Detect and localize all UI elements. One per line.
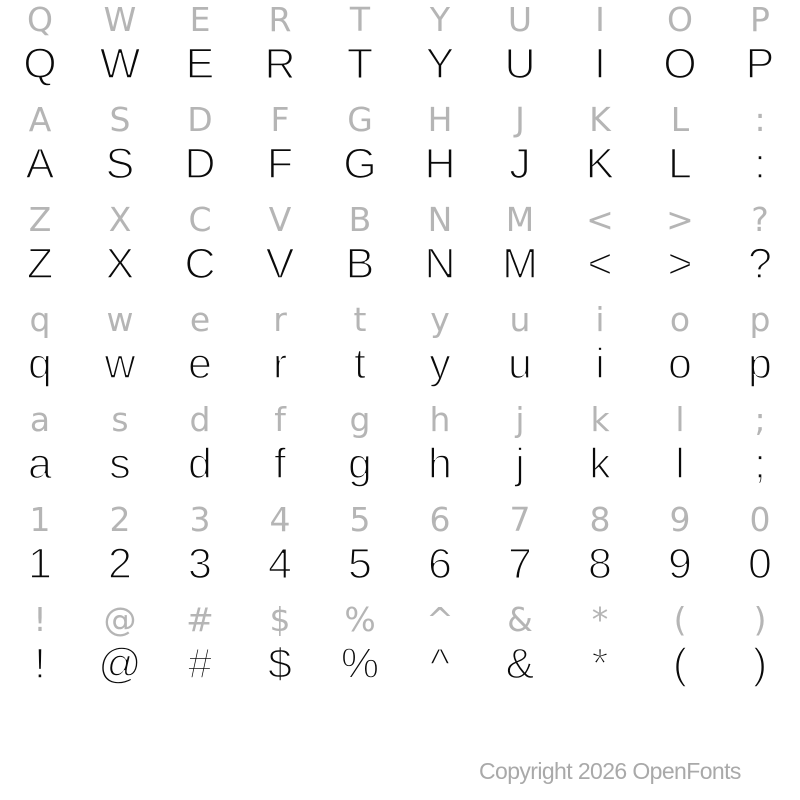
glyph-cell: 2 <box>109 499 131 539</box>
glyph-row-pair <box>0 600 800 700</box>
glyph-cell: Y <box>425 39 455 88</box>
glyph-cell: p <box>748 339 772 388</box>
glyph-cell: M <box>502 239 538 288</box>
glyph-cell: T <box>349 0 371 39</box>
glyph-cell: 5 <box>349 499 371 539</box>
glyph-row-pair <box>0 200 800 300</box>
glyph-cell: D <box>187 99 213 139</box>
glyph-cell: % <box>340 639 380 688</box>
glyph-cell: ! <box>33 599 47 639</box>
glyph-row-black <box>0 538 800 600</box>
glyph-cell: < <box>586 199 614 239</box>
glyph-cell: 3 <box>189 499 211 539</box>
glyph-cell: h <box>429 399 451 439</box>
glyph-cell: g <box>348 439 372 488</box>
glyph-cell: t <box>353 299 367 339</box>
glyph-cell: ) <box>753 599 767 639</box>
glyph-row-black <box>0 438 800 500</box>
glyph-cell: # <box>188 639 212 688</box>
glyph-cell: j <box>515 399 525 439</box>
glyph-cell: s <box>111 399 129 439</box>
glyph-cell: S <box>109 99 131 139</box>
glyph-cell: 0 <box>749 499 771 539</box>
glyph-cell: j <box>515 439 525 488</box>
glyph-cell: F <box>266 139 294 188</box>
glyph-cell: : <box>754 99 766 139</box>
glyph-cell: f <box>274 439 286 488</box>
glyph-cell: a <box>29 399 51 439</box>
glyph-row-black <box>0 138 800 200</box>
glyph-cell: # <box>186 599 214 639</box>
glyph-cell: Z <box>28 199 52 239</box>
glyph-row-pair <box>0 300 800 400</box>
glyph-cell: u <box>508 339 532 388</box>
glyph-cell: @ <box>98 639 142 688</box>
glyph-cell: 9 <box>668 539 692 588</box>
glyph-row-gray <box>0 300 800 338</box>
glyph-cell: W <box>103 0 137 39</box>
glyph-cell: 6 <box>428 539 452 588</box>
copyright-text: Copyright 2026 OpenFonts <box>479 758 741 784</box>
glyph-cell: 0 <box>748 539 772 588</box>
glyph-cell: o <box>669 299 691 339</box>
glyph-cell: < <box>587 239 613 288</box>
glyph-cell: A <box>25 139 55 188</box>
glyph-cell: ( <box>672 639 688 688</box>
glyph-cell: F <box>270 99 290 139</box>
glyph-cell: ! <box>34 639 46 688</box>
glyph-cell: 6 <box>429 499 451 539</box>
glyph-cell: > <box>667 239 693 288</box>
glyph-row-pair <box>0 500 800 600</box>
glyph-cell: h <box>428 439 452 488</box>
glyph-cell: L <box>670 99 690 139</box>
glyph-cell: 2 <box>108 539 132 588</box>
glyph-cell: w <box>106 299 134 339</box>
glyph-cell: Y <box>429 0 451 39</box>
glyph-cell: 7 <box>509 499 531 539</box>
glyph-cell: 9 <box>669 499 691 539</box>
glyph-cell: U <box>504 39 536 88</box>
glyph-row-gray <box>0 400 800 438</box>
glyph-cell: S <box>105 139 135 188</box>
glyph-cell: U <box>507 0 533 39</box>
glyph-cell: i <box>595 339 605 388</box>
glyph-cell: R <box>264 39 296 88</box>
glyph-cell: y <box>429 339 451 388</box>
glyph-cell: g <box>349 399 371 439</box>
glyph-row-black <box>0 238 800 300</box>
glyph-cell: C <box>184 239 216 288</box>
glyph-cell: 7 <box>508 539 532 588</box>
glyph-cell: e <box>189 299 211 339</box>
glyph-cell: N <box>427 199 453 239</box>
glyph-cell: W <box>99 39 141 88</box>
glyph-cell: l <box>675 439 685 488</box>
glyph-cell: I <box>595 0 605 39</box>
glyph-cell: K <box>585 139 615 188</box>
glyph-cell: t <box>354 339 366 388</box>
glyph-cell: J <box>515 99 525 139</box>
glyph-cell: e <box>188 339 212 388</box>
glyph-row-gray <box>0 500 800 538</box>
glyph-cell: d <box>189 399 211 439</box>
glyph-row-gray <box>0 200 800 238</box>
glyph-cell: E <box>185 39 215 88</box>
glyph-cell: D <box>184 139 216 188</box>
glyph-cell: B <box>345 239 375 288</box>
glyph-cell: : <box>754 139 766 188</box>
glyph-cell: I <box>594 39 606 88</box>
glyph-row-gray <box>0 100 800 138</box>
glyph-row-gray <box>0 600 800 638</box>
glyph-cell: p <box>749 299 771 339</box>
glyph-cell: r <box>272 339 288 388</box>
glyph-cell: ? <box>748 239 772 288</box>
glyph-cell: d <box>188 439 212 488</box>
glyph-cell: M <box>505 199 535 239</box>
glyph-row-pair <box>0 0 800 100</box>
glyph-cell: V <box>265 239 295 288</box>
glyph-cell: q <box>28 339 52 388</box>
glyph-cell: @ <box>103 599 137 639</box>
glyph-cell: B <box>348 199 372 239</box>
glyph-cell: C <box>188 199 212 239</box>
glyph-cell: $ <box>269 599 291 639</box>
glyph-cell: ; <box>754 439 766 488</box>
glyph-cell: ? <box>751 199 769 239</box>
glyph-row-black <box>0 38 800 100</box>
glyph-cell: & <box>507 599 533 639</box>
glyph-cell: V <box>268 199 292 239</box>
glyph-cell: s <box>109 439 131 488</box>
glyph-cell: Q <box>23 39 57 88</box>
glyph-cell: a <box>28 439 52 488</box>
glyph-cell: ; <box>754 399 766 439</box>
glyph-cell: % <box>344 599 376 639</box>
glyph-cell: & <box>505 639 535 688</box>
glyph-cell: r <box>273 299 287 339</box>
glyph-cell: Q <box>27 0 53 39</box>
glyph-cell: E <box>189 0 211 39</box>
glyph-row-pair <box>0 100 800 200</box>
glyph-row-gray <box>0 0 800 38</box>
glyph-cell: X <box>105 239 135 288</box>
glyph-row-black <box>0 638 800 700</box>
glyph-cell: f <box>274 399 286 439</box>
glyph-cell: i <box>595 299 605 339</box>
glyph-cell: H <box>424 139 456 188</box>
glyph-cell: 5 <box>348 539 372 588</box>
glyph-cell: L <box>668 139 692 188</box>
glyph-cell: J <box>509 139 531 188</box>
glyph-cell: 4 <box>268 539 292 588</box>
glyph-cell: ) <box>752 639 768 688</box>
glyph-cell: R <box>268 0 292 39</box>
glyph-cell: O <box>667 0 693 39</box>
glyph-row-pair <box>0 400 800 500</box>
glyph-cell: y <box>430 299 450 339</box>
glyph-cell: K <box>589 99 611 139</box>
glyph-cell: A <box>28 99 52 139</box>
glyph-cell: > <box>666 199 694 239</box>
glyph-cell: k <box>590 399 610 439</box>
glyph-cell: u <box>509 299 531 339</box>
glyph-cell: G <box>347 99 373 139</box>
glyph-cell: P <box>745 39 775 88</box>
glyph-cell: ^ <box>429 639 451 688</box>
glyph-cell: 4 <box>269 499 291 539</box>
glyph-cell: 8 <box>589 499 611 539</box>
glyph-cell: 1 <box>28 539 52 588</box>
glyph-cell: $ <box>268 639 292 688</box>
glyph-cell: l <box>675 399 685 439</box>
glyph-cell: q <box>29 299 51 339</box>
glyph-cell: X <box>108 199 132 239</box>
glyph-cell: P <box>750 0 770 39</box>
glyph-cell: k <box>589 439 611 488</box>
glyph-cell: O <box>663 39 697 88</box>
glyph-cell: 8 <box>588 539 612 588</box>
glyph-cell: T <box>346 39 374 88</box>
glyph-cell: H <box>427 99 453 139</box>
glyph-cell: ^ <box>426 599 454 639</box>
glyph-cell: ( <box>673 599 687 639</box>
glyph-cell: o <box>668 339 692 388</box>
glyph-cell: w <box>104 339 136 388</box>
glyph-row-black <box>0 338 800 400</box>
glyph-cell: 1 <box>29 499 51 539</box>
glyph-cell: Z <box>26 239 54 288</box>
glyph-cell: N <box>424 239 456 288</box>
glyph-cell: G <box>343 139 377 188</box>
glyph-cell: 3 <box>188 539 212 588</box>
glyph-cell: * <box>591 599 609 639</box>
glyph-cell: * <box>591 639 609 688</box>
